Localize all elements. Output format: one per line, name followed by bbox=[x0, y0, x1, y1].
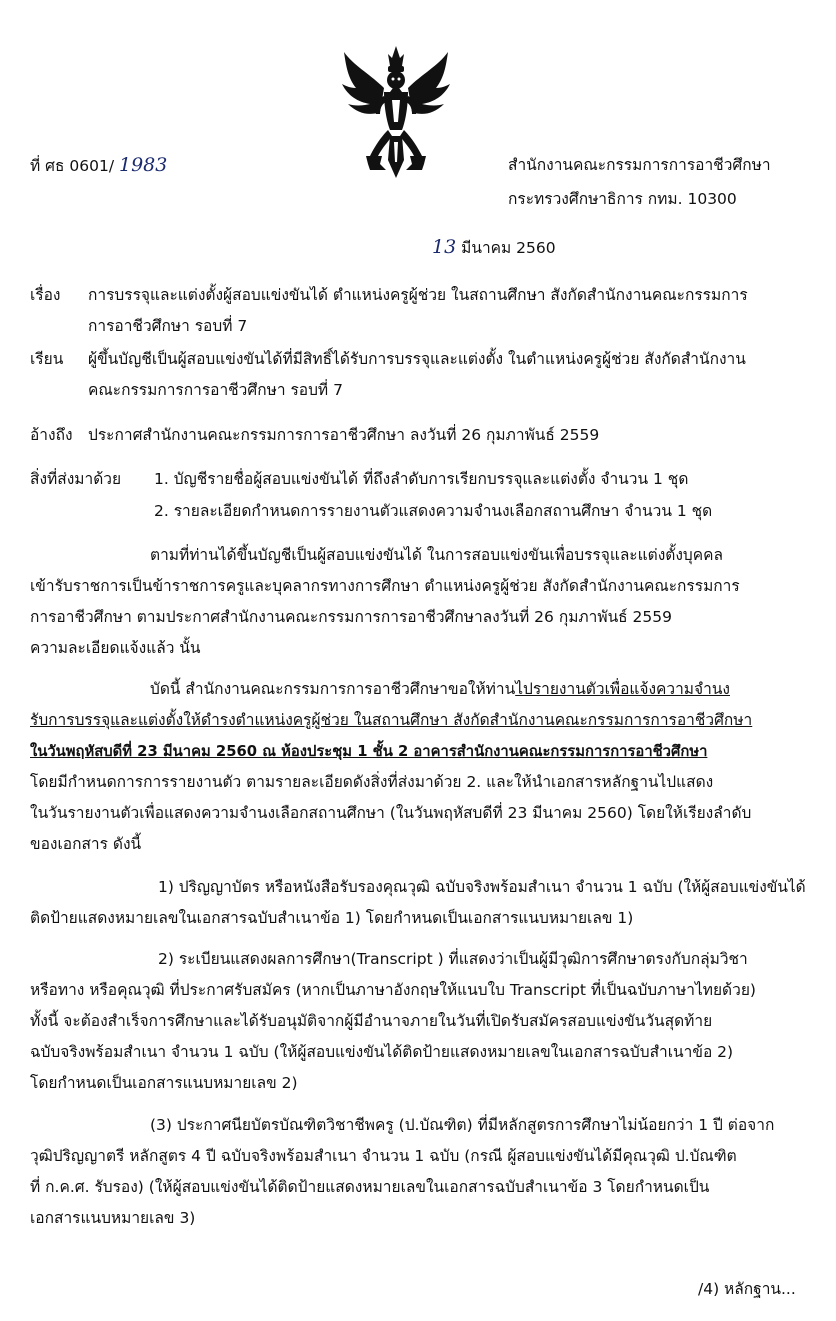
garuda-emblem-icon bbox=[340, 44, 452, 180]
document-number bbox=[30, 150, 167, 182]
enclosure-item-1: 1. บัญชีรายชื่อผู้สอบแข่งขันได้ ที่ถึงลำดับการเรียกบรรจุและแต่งตั้ง จำนวน 1 ชุด bbox=[154, 470, 689, 488]
item2-line-1: 2) ระเบียนแสดงผลการศึกษา(Transcript ) ที่แสดงว่าเป็นผู้มีวุฒิการศึกษาตรงกับกลุ่มวิชา bbox=[158, 950, 748, 968]
item3-line-4: เอกสารแนบหมายเลข 3) bbox=[30, 1209, 196, 1227]
reference-text: ประกาศสำนักงานคณะกรรมการการอาชีวศึกษา ลงวันที่ 26 กุมภาพันธ์ 2559 bbox=[88, 426, 600, 444]
para2-line-2: รับการบรรจุและแต่งตั้งให้ดำรงตำแหน่งครูผู้ช่วย ในสถานศึกษา สังกัดสำนักงานคณะกรรมการการอาชีวศึกษา bbox=[30, 711, 753, 729]
para2-line-1-plain: บัดนี้ สำนักงานคณะกรรมการการอาชีวศึกษาขอให้ท่าน bbox=[150, 680, 516, 698]
page-continuation: /4) หลักฐาน... bbox=[698, 1280, 796, 1298]
para1-line-1: ตามที่ท่านได้ขึ้นบัญชีเป็นผู้สอบแข่งขันได้ ในการสอบแข่งขันเพื่อบรรจุและแต่งตั้งบุคคล bbox=[150, 546, 723, 564]
item1-line-2: ติดป้ายแสดงหมายเลขในเอกสารฉบับสำเนาข้อ 1) โดยกำหนดเป็นเอกสารแนบหมายเลข 1) bbox=[30, 909, 634, 927]
salutation-line-2: คณะกรรมการการอาชีวศึกษา รอบที่ 7 bbox=[88, 381, 343, 399]
document-date bbox=[432, 232, 556, 264]
para1-line-4: ความละเอียดแจ้งแล้ว นั้น bbox=[30, 639, 201, 657]
subject-line-1: การบรรจุและแต่งตั้งผู้สอบแข่งขันได้ ตำแหน่งครูผู้ช่วย ในสถานศึกษา สังกัดสำนักงานคณะกรรมการ bbox=[88, 286, 748, 304]
para2-line-4: โดยมีกำหนดการการรายงานตัว ตามรายละเอียดดังสิ่งที่ส่งมาด้วย 2. และให้นำเอกสารหลักฐานไปแสดง bbox=[30, 773, 714, 791]
date-day-handwritten: 13 bbox=[432, 236, 457, 258]
office-name: สำนักงานคณะกรรมการการอาชีวศึกษา bbox=[508, 156, 771, 174]
salutation-label: เรียน bbox=[30, 350, 64, 368]
salutation-line-1: ผู้ขึ้นบัญชีเป็นผู้สอบแข่งขันได้ที่มีสิทธิ์ได้รับการบรรจุและแต่งตั้ง ในตำแหน่งครูผู้ช่วย สังกัดสำนักงาน bbox=[88, 350, 746, 368]
date-month-year: มีนาคม 2560 bbox=[461, 239, 556, 257]
item2-line-2: หรือทาง หรือคุณวุฒิ ที่ประกาศรับสมัคร (หากเป็นภาษาอังกฤษให้แนบใบ Transcript ที่เป็นฉบับภาษาไทยด้วย) bbox=[30, 981, 756, 999]
item3-line-3: ที่ ก.ค.ศ. รับรอง) (ให้ผู้สอบแข่งขันได้ติดป้ายแสดงหมายเลขในเอกสารฉบับสำเนาข้อ 3 โดยกำหนดเป็น bbox=[30, 1178, 710, 1196]
para2-line-1 bbox=[150, 674, 730, 705]
office-address: กระทรวงศึกษาธิการ กทม. 10300 bbox=[508, 190, 737, 208]
item3-line-2: วุฒิปริญญาตรี หลักสูตร 4 ปี ฉบับจริงพร้อมสำเนา จำนวน 1 ฉบับ (กรณี ผู้สอบแข่งขันได้มีคุณวุฒิ ป.บัณฑิต bbox=[30, 1147, 737, 1165]
para2-line-6: ของเอกสาร ดังนี้ bbox=[30, 835, 142, 853]
para1-line-3: การอาชีวศึกษา ตามประกาศสำนักงานคณะกรรมการการอาชีวศึกษาลงวันที่ 26 กุมภาพันธ์ 2559 bbox=[30, 608, 673, 626]
item3-line-1: (3) ประกาศนียบัตรบัณฑิตวิชาชีพครู (ป.บัณฑิต) ที่มีหลักสูตรการศึกษาไม่น้อยกว่า 1 ปี ต่อจาก bbox=[150, 1116, 775, 1134]
document-number-handwritten: 1983 bbox=[118, 154, 168, 176]
subject-line-2: การอาชีวศึกษา รอบที่ 7 bbox=[88, 317, 248, 335]
item2-line-5: โดยกำหนดเป็นเอกสารแนบหมายเลข 2) bbox=[30, 1074, 298, 1092]
subject-label: เรื่อง bbox=[30, 286, 61, 304]
item2-line-3: ทั้งนี้ จะต้องสำเร็จการศึกษาและได้รับอนุมัติจากผู้มีอำนาจภายในวันที่เปิดรับสมัครสอบแข่งขันวันสุดท้าย bbox=[30, 1012, 713, 1030]
enclosure-item-2: 2. รายละเอียดกำหนดการรายงานตัวแสดงความจำนงเลือกสถานศึกษา จำนวน 1 ชุด bbox=[154, 502, 713, 520]
item2-line-4: ฉบับจริงพร้อมสำเนา จำนวน 1 ฉบับ (ให้ผู้สอบแข่งขันได้ติดป้ายแสดงหมายเลขในเอกสารฉบับสำเนาข้อ 2) bbox=[30, 1043, 734, 1061]
para2-line-3: ในวันพฤหัสบดีที่ 23 มีนาคม 2560 ณ ห้องประชุม 1 ชั้น 2 อาคารสำนักงานคณะกรรมการการอาชีวศึกษา bbox=[30, 743, 708, 760]
item1-line-1: 1) ปริญญาบัตร หรือหนังสือรับรองคุณวุฒิ ฉบับจริงพร้อมสำเนา จำนวน 1 ฉบับ (ให้ผู้สอบแข่งขันได้ bbox=[158, 878, 806, 896]
para1-line-2: เข้ารับราชการเป็นข้าราชการครูและบุคลากรทางการศึกษา ตำแหน่งครูผู้ช่วย สังกัดสำนักงานคณะกรรมการ bbox=[30, 577, 740, 595]
document-number-prefix: ที่ ศธ 0601/ bbox=[30, 157, 115, 175]
para2-line-1-underlined: ไปรายงานตัวเพื่อแจ้งความจำนง bbox=[515, 680, 730, 698]
para2-line-5: ในวันรายงานตัวเพื่อแสดงความจำนงเลือกสถานศึกษา (ในวันพฤหัสบดีที่ 23 มีนาคม 2560) โดยให้เรียงลำดับ bbox=[30, 804, 752, 822]
enclosures-label: สิ่งที่ส่งมาด้วย bbox=[30, 470, 122, 488]
reference-label: อ้างถึง bbox=[30, 426, 73, 444]
